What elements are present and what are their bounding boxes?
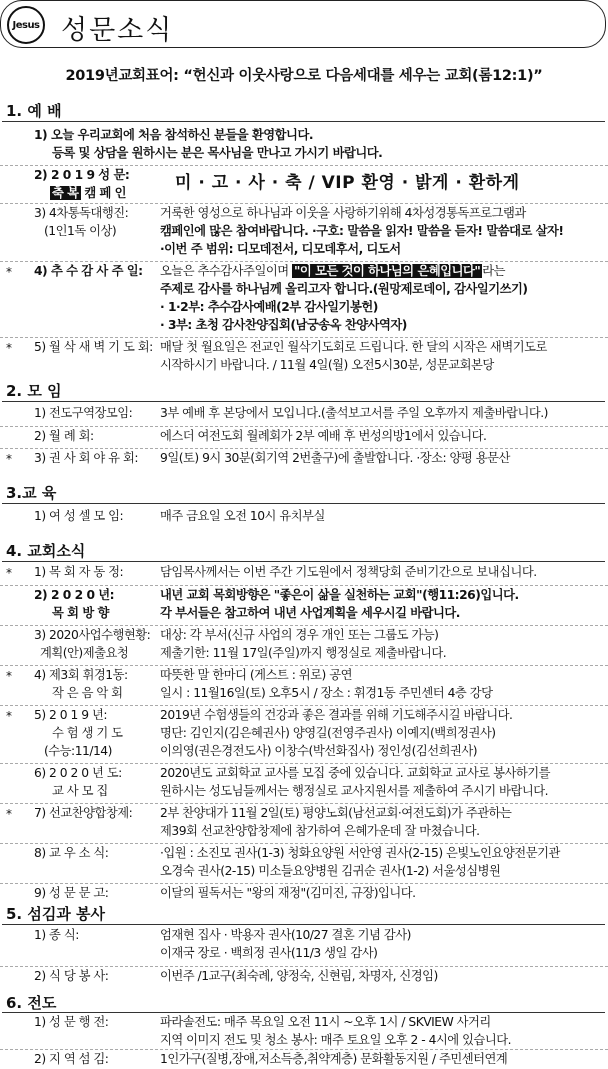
list-item: * 3) 권 사 회 야 유 회: 9일(토) 9시 30분(회기역 2번출구)에 출발합니다. ·장소: 양평 용문산 (0, 448, 608, 468)
list-item: 1) 종 식: 엄재현 집사 · 박용자 권사(10/27 결혼 기념 감사) 이재국 장로 · 백희정 권사(11/3 생일 감사) (34, 928, 411, 960)
section-title-news: 4. 교회소식 (6, 542, 86, 560)
list-item: 2) 2 0 1 9 성 문: 축 복 캠 페 인 미 · 고 · 사 · 축 / VIP 환영 · 밝게 · 환하게 (0, 165, 608, 201)
list-item: * 1) 목 회 자 동 정: 담임목사께서는 이번 주간 기도원에서 정책당회 준비기간으로 보내십니다. (6, 565, 537, 580)
bulletin-header (0, 0, 606, 48)
section-title-evangelism: 6. 전도 (6, 994, 57, 1012)
section-title-education: 3.교 육 (6, 484, 57, 502)
jesus-logo: Jesus (7, 6, 45, 44)
list-item: 1) 오늘 우리교회에 처음 참석하신 분들을 환영합니다. 등록 및 상담을 원하시는 분은 목사님을 만나고 가시기 바랍니다. (34, 128, 383, 160)
page-title: 성문소식 (61, 15, 174, 46)
list-item: 3) 2020사업수행현황: 계획(안)제출요청 대상: 각 부서(신규 사업의 경우 개인 또는 그룹도 가능) 제출기한: 11월 17일(주일)까지 행정실로 제출바랍니다. (0, 625, 608, 663)
list-item: * 7) 선교찬양합창제: 2부 찬양대가 11월 2일(토) 평양노회(남선교회·여전도회)가 주관하는 제39회 선교찬양합창제에 참가하여 은혜가운데 잘 마쳤습니다. (0, 803, 608, 841)
list-item: 1) 전도구역장모임: 3부 예배 후 본당에서 모입니다.(출석보고서를 주일 오후까지 제출바랍니다.) (34, 406, 548, 420)
list-item: * 4) 제3회 휘경1동: 작 은 음 악 회 따뜻한 말 한마디 (게스트 : 위로) 공연 일시 : 11월16일(토) 오후5시 / 장소 : 휘경1동 주민센터 4층 강당 (0, 665, 608, 703)
section-divider (2, 503, 605, 504)
list-item: 2) 식 당 봉 사: 이번주 /1교구(최숙례, 양정숙, 신현림, 차명자, 신경임) (0, 966, 608, 986)
church-motto: 2019년교회표어: “헌신과 이웃사랑으로 다음세대를 세우는 교회(롬12:1)” (65, 68, 543, 84)
list-item: * 5) 2 0 1 9 년: 수 험 생 기 도 (수능:11/14) 2019년 수험생들의 건강과 좋은 결과를 위해 기도해주시길 바랍니다. 명단: 김인지(김은혜권사) 양영길(전영주권사) 이예지(백희정권사) 이의영(권은경전도사) 이창수(박선화집사) 정인성(김선희권사) (0, 705, 608, 761)
list-item: 8) 교 우 소 식: ·입원 : 소진모 권사(1-3) 청화요양원 서안영 권사(2-15) 은빛노인요양전문기관 오경숙 권사(2-15) 미소들요양병원 김귀순 권사(1-2) 서울성심병원 (0, 843, 608, 881)
list-item: 6) 2 0 2 0 년 도: 교 사 모 집 2020년도 교회학교 교사를 모집 중에 있습니다. 교회학교 교사로 봉사하기를 원하시는 성도님들께서는 행정실로 교사지원서를 제출하여 주시기 바랍니다. (0, 763, 608, 801)
section-title-meetings: 2. 모 임 (6, 382, 62, 400)
list-item: 1) 성 문 행 전: 파라솔전도: 매주 목요일 오전 11시 ~오후 1시 / SKVIEW 사거리 지역 이미지 전도 및 청소 봉사: 매주 토요일 오후 2 - 4시에 있습니다. (34, 1015, 512, 1047)
section-divider (2, 121, 605, 122)
section-divider (2, 561, 605, 562)
list-item: * 5) 월 삭 새 벽 기 도 회: 매달 첫 월요일은 전교인 월삭기도회로 드립니다. 한 달의 시작은 새벽기도로 시작하시기 바랍니다. / 11월 4일(월) 오전5시30분, 성문교회본당 (0, 337, 608, 375)
section-divider (2, 401, 605, 402)
list-item: 2) 월 례 회: 에스더 여전도회 월례회가 2부 예배 후 번성의방1에서 있습니다. (0, 426, 608, 446)
list-item: * 4) 추 수 감 사 주 일: 오늘은 추수감사주일이며 "이 모든 것이 하나님의 은혜입니다" 라는 주제로 감사를 하나님께 올리고자 합니다.(원망제로데이, 감사일기쓰기) · 1·2부: 추수감사예배(2부 감사일기봉헌) · 3부: 초청 감사찬양집회(남궁송옥 찬양사역자) (0, 261, 608, 335)
section-title-worship: 1. 예 배 (6, 102, 62, 120)
list-item: 1) 여 성 셀 모 임: 매주 금요일 오전 10시 유치부실 (34, 509, 325, 523)
list-item: 2) 2 0 2 0 년: 목 회 방 향 내년 교회 목회방향은 "좋은이 삶을 실천하는 교회"(행11:26)입니다. 각 부서들은 참고하여 내년 사업계획을 세우시길 바랍니다. (0, 585, 608, 623)
list-item: 2) 지 역 섬 김: 1인가구(질병,장애,저소득층,취약계층) 문화활동지원 / 주민센터연계 (0, 1049, 608, 1069)
list-item: 9) 성 문 문 고: 이달의 필독서는 "왕의 재정"(김미진, 규장)입니다. (0, 883, 608, 903)
section-title-service: 5. 섬김과 봉사 (6, 905, 106, 923)
list-item: 3) 4차통독대행진: (1인1독 이상) 거룩한 영성으로 하나님과 이웃을 사랑하기위해 4차성경통독프로그램과 캠페인에 많은 참여바랍니다. ·구호: 말씀을 읽자! 말씀을 듣자! 말씀대로 살자! ·이번 주 범위: 디모데전서, 디모데후서, 디도서 (0, 203, 608, 259)
section-divider (2, 924, 605, 925)
